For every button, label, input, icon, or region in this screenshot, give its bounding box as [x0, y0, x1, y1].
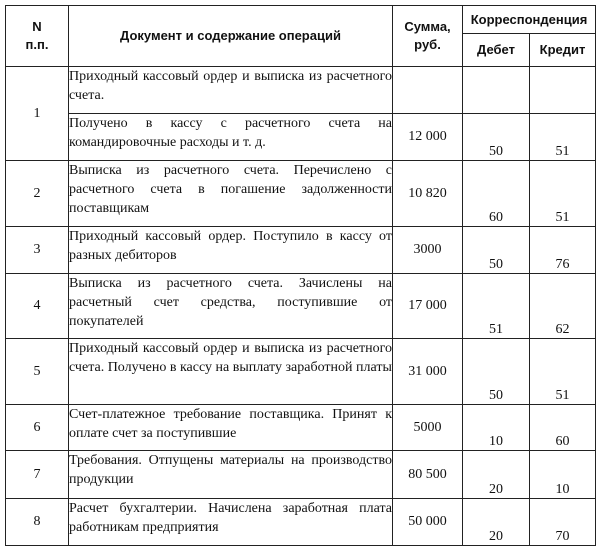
row-sum: 31 000: [393, 339, 463, 405]
row-desc: [69, 405, 393, 451]
table-row: [6, 339, 596, 405]
table-row: [6, 114, 596, 161]
header-corr: Корреспонденция: [463, 6, 596, 34]
header-num-line1: N: [32, 19, 42, 34]
row-sum: 10 820: [393, 161, 463, 227]
row-num: 4: [6, 274, 69, 339]
row-desc-text: Счет-платежное требование поставщика. Принят к оплате счет за поступившие: [69, 407, 392, 441]
row-num: 8: [6, 499, 69, 546]
row-debit: 50: [463, 114, 530, 161]
header-sum: [393, 6, 463, 67]
row-sum: 80 500: [393, 451, 463, 499]
row-sum: [393, 67, 463, 114]
row-debit: 50: [463, 227, 530, 274]
row-num: 6: [6, 405, 69, 451]
row-debit: 60: [463, 161, 530, 227]
row-credit: 10: [530, 451, 596, 499]
table-row: [6, 227, 596, 274]
row-sum: 3000: [393, 227, 463, 274]
row-credit: 60: [530, 405, 596, 451]
row-debit: 10: [463, 405, 530, 451]
row-debit: [463, 67, 530, 114]
row-sum: 5000: [393, 405, 463, 451]
row-credit: 51: [530, 114, 596, 161]
row-sum: 17 000: [393, 274, 463, 339]
row-sum: 12 000: [393, 114, 463, 161]
row-debit: 51: [463, 274, 530, 339]
row-sum: 50 000: [393, 499, 463, 546]
row-debit: 20: [463, 451, 530, 499]
header-debit: Дебет: [463, 34, 530, 67]
row-credit: 51: [530, 339, 596, 405]
header-num-line2: п.п.: [25, 37, 49, 52]
row-debit: 20: [463, 499, 530, 546]
row-num: 7: [6, 451, 69, 499]
row-num: 1: [6, 67, 69, 161]
table-row: [6, 161, 596, 227]
row-credit: 76: [530, 227, 596, 274]
row-credit: 62: [530, 274, 596, 339]
row-desc: Требования. Отпущены материалы на производство продукции: [69, 451, 393, 499]
header-credit: Кредит: [530, 34, 596, 67]
table-row: [6, 499, 596, 546]
row-desc: Выписка из расчетного счета. Зачислены на расчетный счет средства, поступившие от покупателей: [69, 274, 393, 339]
operations-table: [5, 5, 596, 546]
table-row: [6, 274, 596, 339]
row-desc: Выписка из расчетного счета. Перечислено с расчетного счета в погашение задолженности поставщикам: [69, 161, 393, 227]
row-desc: Расчет бухгалтерии. Начислена заработная плата работникам предприятия: [69, 499, 393, 546]
row-credit: 70: [530, 499, 596, 546]
row-num: 3: [6, 227, 69, 274]
table-row: [6, 451, 596, 499]
row-num: 2: [6, 161, 69, 227]
row-desc: Приходный кассовый ордер и выписка из расчетного счета. Получено в кассу на выплату заработной платы: [69, 339, 393, 405]
table-row: [6, 67, 596, 114]
row-desc: Приходный кассовый ордер. Поступило в кассу от разных дебиторов: [69, 227, 393, 274]
row-credit: 51: [530, 161, 596, 227]
header-doc: Документ и содержание операций: [69, 6, 393, 67]
header-sum-line1: Сумма,: [404, 19, 451, 34]
header-sum-line2: руб.: [414, 37, 441, 52]
row-desc: Получено в кассу с расчетного счета на командировочные расходы и т. д.: [69, 114, 393, 161]
header-num: [6, 6, 69, 67]
row-num: 5: [6, 339, 69, 405]
header-row-1: [6, 6, 596, 34]
row-debit: 50: [463, 339, 530, 405]
table-row: [6, 405, 596, 451]
row-desc: Приходный кассовый ордер и выписка из расчетного счета.: [69, 67, 393, 114]
row-credit: [530, 67, 596, 114]
